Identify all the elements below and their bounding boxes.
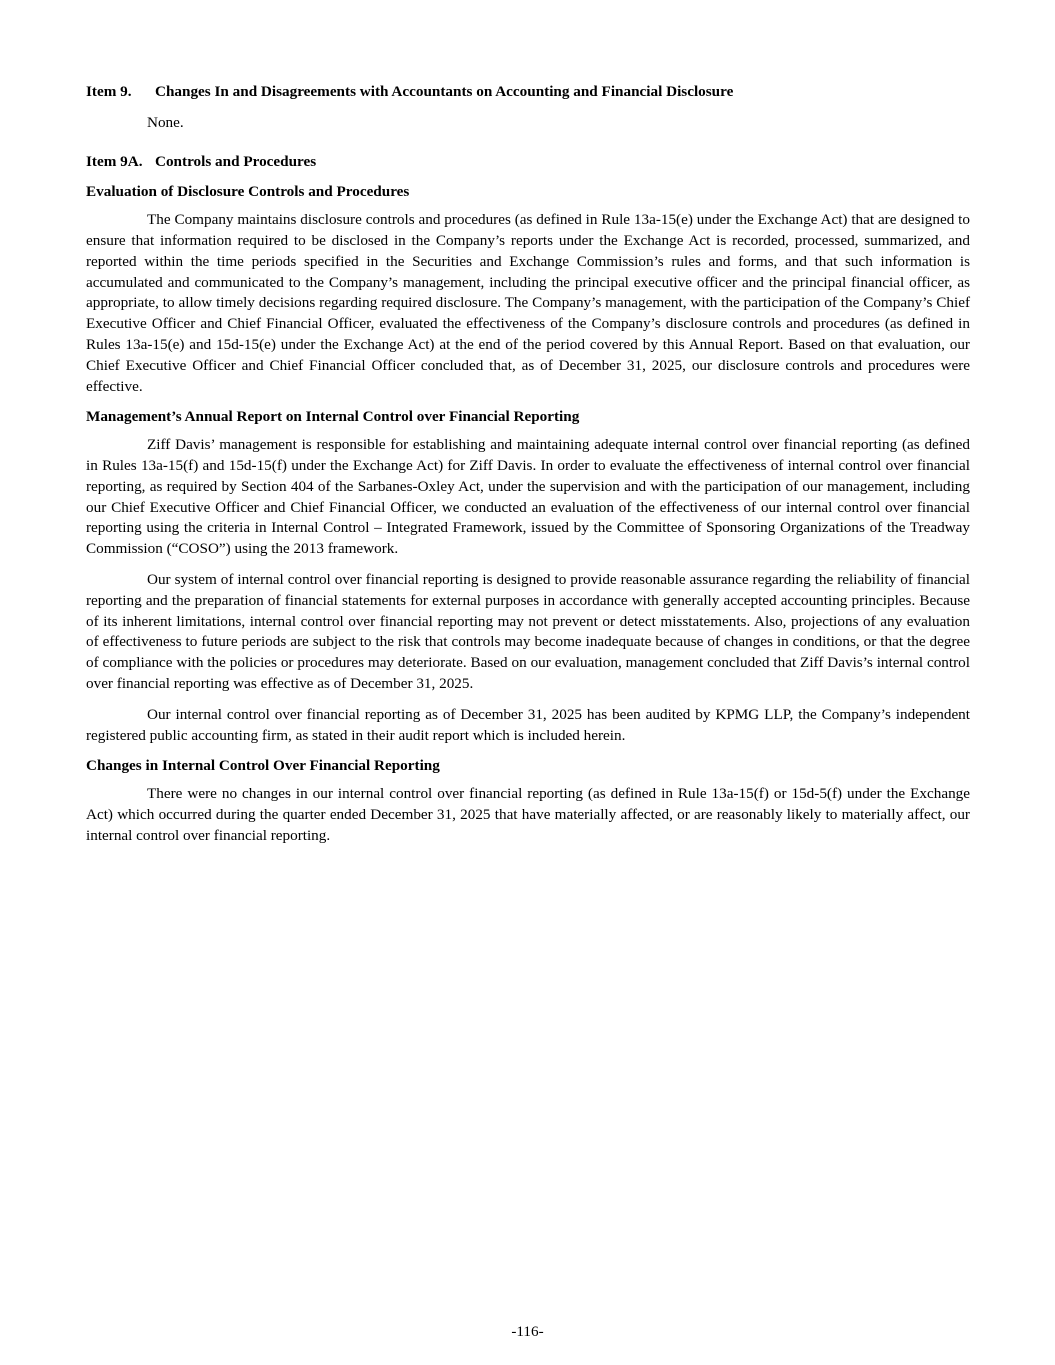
- item-9-text: None.: [147, 113, 184, 131]
- management-report-heading: Management’s Annual Report on Internal Control over Financial Reporting: [86, 408, 580, 426]
- management-report-paragraph-2: Our system of internal control over financial reporting is designed to provide reasonable assurance regarding the reliability of financial reporting and the preparation of financial statements for external purposes in accordance with generally accepted accounting principles. Because of its inherent limitations, internal control over financial reporting may not prevent or detect misstatements. Also, projections of any evaluation of effectiveness to future periods are subject to the risk that controls may become inadequate because of changes in conditions, or that the degree of compliance with the policies or procedures may deteriorate. Based on our evaluation, management concluded that Ziff Davis’s internal control over financial reporting was effective as of December 31, 2025.: [86, 570, 970, 692]
- item-9-number: Item 9.: [86, 83, 132, 100]
- page-number: -116-: [511, 1323, 544, 1340]
- management-report-paragraph-1: Ziff Davis’ management is responsible for establishing and maintaining adequate internal control over financial reporting (as defined in Rules 13a-15(f) and 15d-15(f) under the Exchange Act) for Ziff Davis. In order to evaluate the effectiveness of internal control over financial reporting, as required by Section 404 of the Sarbanes-Oxley Act, under the supervision and with the participation of our management, including our Chief Executive Officer and Chief Financial Officer, we conducted an evaluation of the effectiveness of our internal control over financial reporting using the criteria in Internal Control – Integrated Framework, issued by the Committee of Sponsoring Organizations of the Treadway Commission (“COSO”) using the 2013 framework.: [86, 436, 970, 558]
- item-9a-heading: [86, 152, 970, 173]
- item-9a-title: Controls and Procedures: [155, 152, 317, 170]
- changes-paragraph: There were no changes in our internal control over financial reporting (as defined in Rule 13a-15(f) or 15d-5(f) under the Exchange Act) which occurred during the quarter ended December 31, 2025 that have materially affected, or are reasonably likely to materially affect, our internal control over financial reporting.: [86, 785, 970, 844]
- evaluation-heading: Evaluation of Disclosure Controls and Procedures: [86, 183, 410, 201]
- changes-heading: Changes in Internal Control Over Financial Reporting: [86, 757, 440, 775]
- management-report-paragraph-3: Our internal control over financial reporting as of December 31, 2025 has been audited by KPMG LLP, the Company’s independent registered public accounting firm, as stated in their audit report which is included herein.: [86, 705, 970, 744]
- item-9-heading: [86, 82, 970, 103]
- evaluation-paragraph: The Company maintains disclosure controls and procedures (as defined in Rule 13a-15(e) under the Exchange Act) that are designed to ensure that information required to be disclosed in the Company’s reports under the Exchange Act is recorded, processed, summarized, and reported within the time periods specified in the Securities and Exchange Commission’s rules and forms, and that such information is accumulated and communicated to the Company’s management, including the principal executive officer and the principal financial officer, as appropriate, to allow timely decisions regarding required disclosure. The Company’s management, with the participation of the Company’s Chief Executive Officer and Chief Financial Officer, evaluated the effectiveness of the Company’s disclosure controls and procedures (as defined in Rules 13a-15(e) and 15d-15(e) under the Exchange Act) at the end of the period covered by this Annual Report. Based on that evaluation, our Chief Executive Officer and Chief Financial Officer concluded that, as of December 31, 2025, our disclosure controls and procedures were effective.: [86, 211, 970, 395]
- document-page: [86, 82, 970, 857]
- item-9-title: Changes In and Disagreements with Accountants on Accounting and Financial Disclosure: [155, 83, 734, 100]
- item-9a-number: Item 9A.: [86, 152, 143, 170]
